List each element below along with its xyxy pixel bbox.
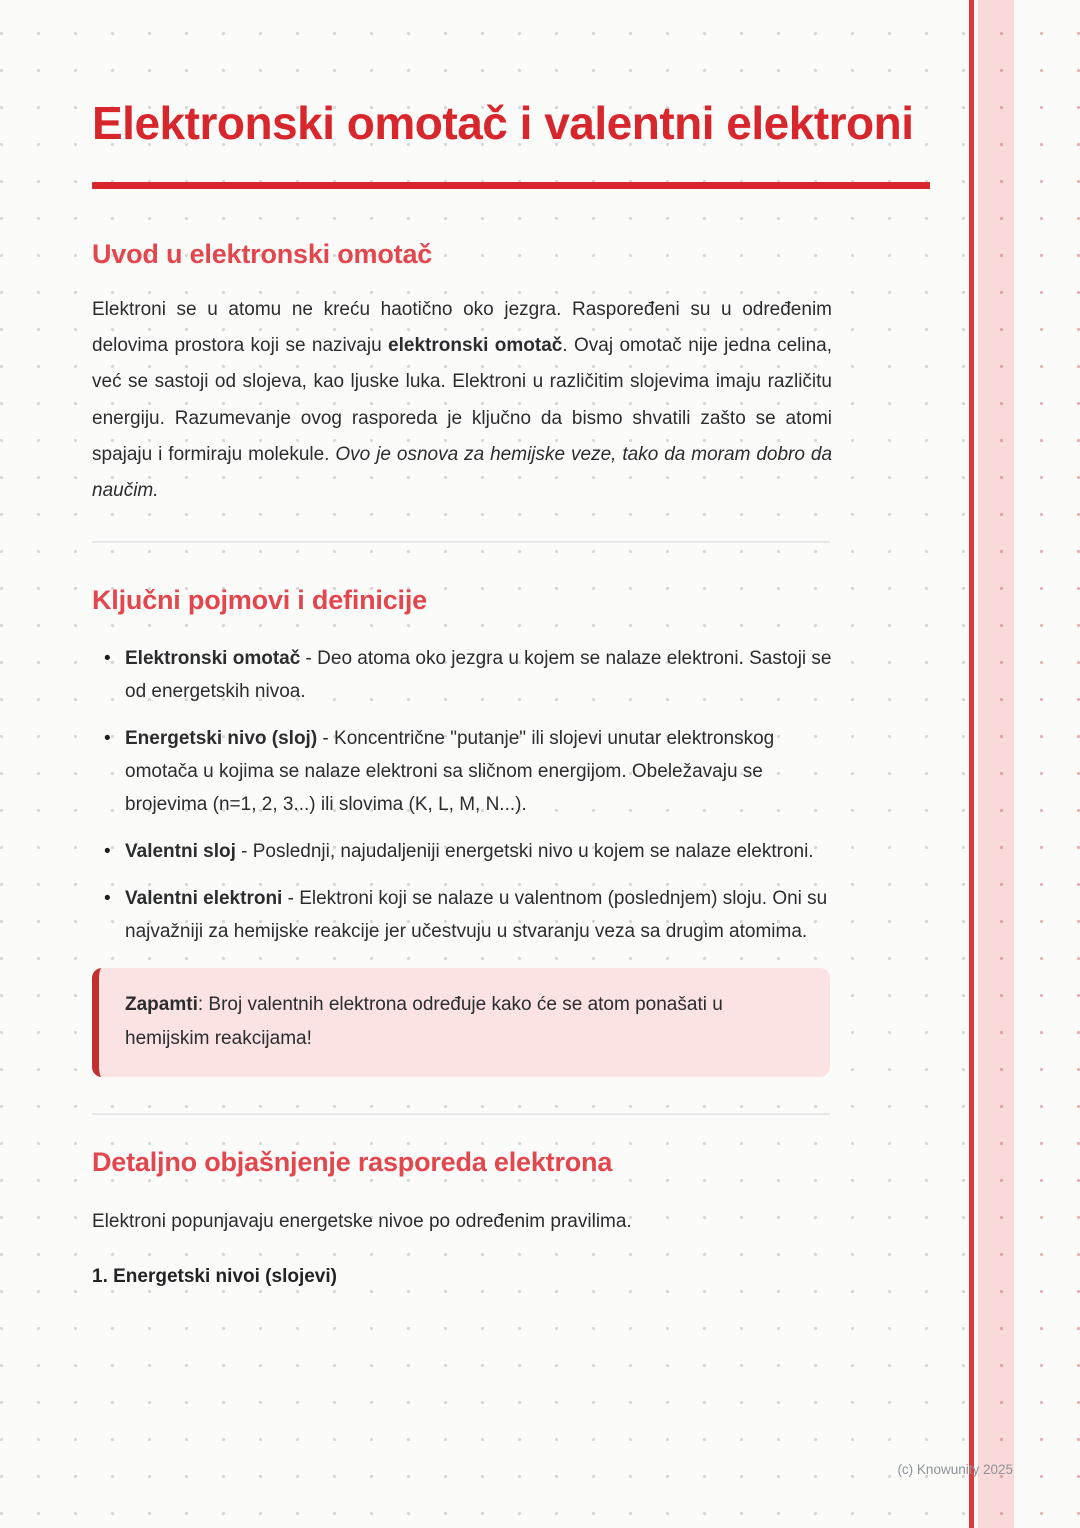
intro-text-2: . Ovaj omotač nije jedna celina, već se sastoji od slojeva, kao ljuske luka. Elektroni u različitim slojevima imaju različitu energiju. Razumevanje ovog rasporeda je ključno da bismo shvatili zašto se atomi spajaju i formiraju molekule. (92, 335, 832, 465)
list-item-elektronski-omotac (92, 642, 832, 708)
concepts-list (92, 642, 832, 948)
section-heading-details: Detaljno objašnjenje rasporeda elektrona (92, 1146, 613, 1177)
section-divider-1 (92, 541, 830, 543)
details-subheading: 1. Energetski nivoi (slojevi) (92, 1266, 337, 1288)
callout-zapamti (92, 968, 830, 1076)
section-heading-concepts: Ključni pojmovi i definicije (92, 584, 427, 615)
intro-text-1: Elektroni se u atomu ne kreću haotično oko jezgra. Raspoređeni su u određenim delovima prostora koji se nazivaju (92, 299, 832, 357)
list-item-valentni-elektroni (92, 882, 832, 948)
term-label: Valentni elektroni (125, 888, 283, 910)
callout-text (125, 988, 804, 1056)
intro-paragraph (92, 292, 832, 509)
list-item-valentni-sloj (92, 835, 832, 868)
intro-bold-term: elektronski omotač (388, 335, 563, 357)
title-underline-rule (92, 182, 930, 189)
page-title: Elektronski omotač i valentni elektroni (92, 97, 914, 149)
callout-body: : Broj valentnih elektrona određuje kako će se atom ponašati u hemijskim reakcijama! (125, 994, 723, 1050)
term-definition: - Poslednji, najudaljeniji energetski nivo u kojem se nalaze elektroni. (235, 841, 814, 863)
term-label: Valentni sloj (125, 841, 236, 863)
term-definition: - Deo atoma oko jezgra u kojem se nalaze elektroni. Sastoji se od energetskih nivoa. (125, 647, 832, 702)
right-margin-dotted-area (1014, 0, 1080, 1528)
term-label: Energetski nivo (sloj) (125, 727, 318, 749)
term-definition: - Koncentrične "putanje" ili slojevi unutar elektronskog omotača u kojima se nalaze elektroni sa sličnom energijom. Obeležavaju se brojevima (n=1, 2, 3...) ili slovima (K, L, M, N...). (125, 727, 775, 816)
document-content (92, 0, 914, 1288)
intro-italic-note: Ovo je osnova za hemijske veze, tako da moram dobro da naučim. (92, 443, 833, 501)
footer-credit: (c) Knowunity 2025 (897, 1462, 1013, 1477)
section-heading-intro: Uvod u elektronski omotač (92, 239, 433, 270)
section-divider-2 (92, 1113, 830, 1115)
list-item-energetski-nivo (92, 722, 832, 821)
details-paragraph: Elektroni popunjavaju energetske nivoe po određenim pravilima. (92, 1210, 632, 1232)
term-definition: - Elektroni koji se nalaze u valentnom (poslednjem) sloju. Oni su najvažniji za hemijske reakcije jer učestvuju u stvaranju veza sa drugim atomima. (125, 888, 828, 943)
term-label: Elektronski omotač (125, 647, 301, 669)
right-accent-band (978, 0, 1014, 1528)
right-accent-line (969, 0, 974, 1528)
callout-label: Zapamti (125, 994, 198, 1016)
